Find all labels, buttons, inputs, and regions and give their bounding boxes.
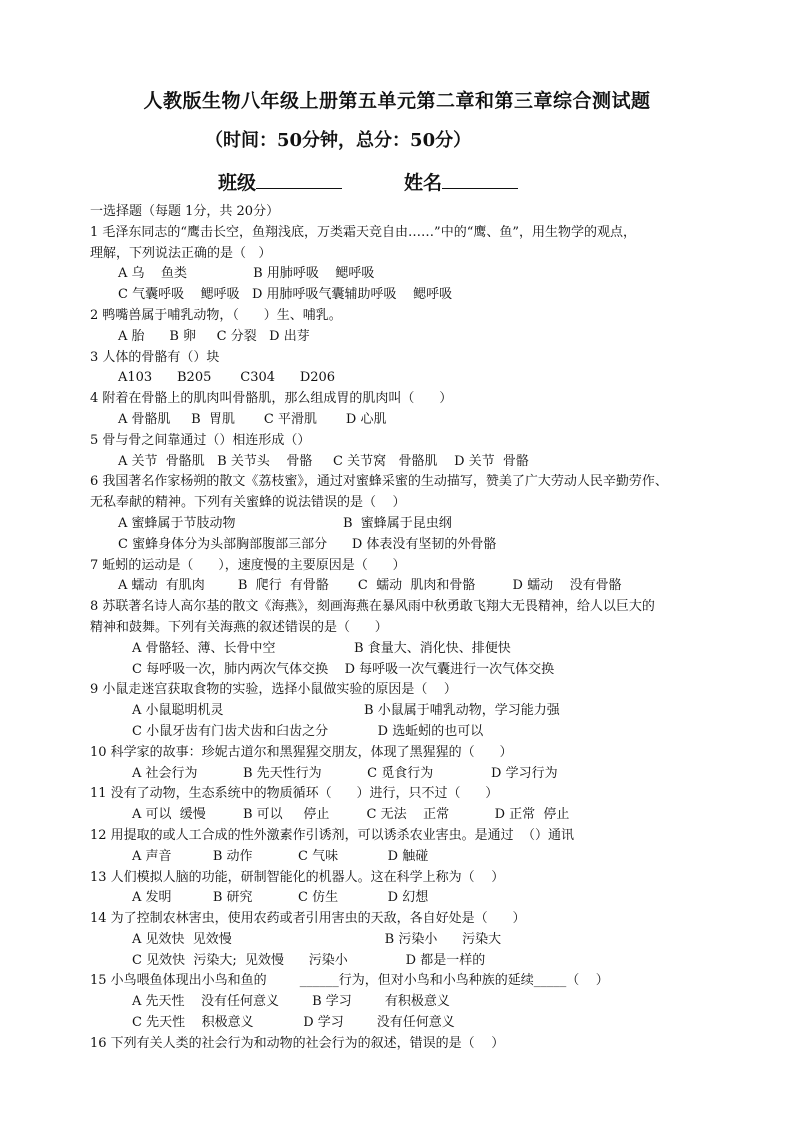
question-line: 14 为了控制农林害虫，使用农药或者引用害虫的天敌，各自好处是（ ） [90,911,526,927]
question-line: 5 骨与骨之间靠通过（）相连形成（） [90,432,311,448]
option-line: A 声音 B 动作 C 气味 D 触碰 [132,848,429,864]
question-body [90,202,720,1055]
name-blank [442,188,518,189]
question-line: 4 附着在骨骼上的肌肉叫骨骼肌，那么组成胃的肌肉叫（ ） [90,391,453,407]
question-line: 9 小鼠走迷宫获取食物的实验，选择小鼠做实验的原因是（ ） [90,682,457,698]
option-line: A 关节 骨骼肌 B 关节头 骨骼 C 关节窝 骨骼肌 D 关节 骨骼 [118,453,529,469]
option-line: C 小鼠牙齿有门齿犬齿和臼齿之分 D 选蚯蚓的也可以 [132,723,484,739]
option-line: A 骨骼肌 B 胃肌 C 平滑肌 D 心肌 [118,411,387,427]
option-line: A 蠕动 有肌肉 B 爬行 有骨骼 C 蠕动 肌肉和骨骼 D 蠕动 没有骨骼 [118,578,622,594]
option-line: A 蜜蜂属于节肢动物 B 蜜蜂属于昆虫纲 [118,515,452,531]
option-line: A 见效快 见效慢 B 污染小 污染大 [132,931,502,947]
option-line: A 先天性 没有任何意义 B 学习 有积极意义 [132,994,450,1010]
exam-title: 人教版生物八年级上册第五单元第二章和第三章综合测试题 [143,90,651,112]
question-line: 精神和鼓舞。下列有关海燕的叙述错误的是（ ） [90,619,388,635]
class-blank [256,188,342,189]
option-line: C 见效快 污染大; 见效慢 污染小 D 都是一样的 [132,952,486,968]
option-line: C 气囊呼吸 鳃呼吸 D 用肺呼吸气囊辅助呼吸 鳃呼吸 [118,287,453,303]
question-line: 1 毛泽东同志的“鹰击长空，鱼翔浅底，万类霜天竞自由……”中的“鹰、鱼”，用生物学的观点， [90,224,636,240]
question-line: 无私奉献的精神。下列有关蜜蜂的说法错误的是（ ） [90,495,406,511]
question-line: 6 我国著名作家杨朔的散文《荔枝蜜》，通过对蜜蜂采蜜的生动描写，赞美了广大劳动人民辛勤劳作、 [90,474,668,490]
exam-subtitle: （时间：50分钟，总分：50分） [205,130,472,151]
question-line: 15 小鸟喂鱼体现出小鸟和鱼的 ______行为，但对小鸟和小鸟种族的延续_____（ ） [90,973,609,989]
option-line: C 先天性 积极意义 D 学习 没有任何意义 [132,1015,455,1031]
question-line: 2 鸭嘴兽属于哺乳动物，（ ）生、哺乳。 [90,307,342,323]
option-line: A 可以 缓慢 B 可以 停止 C 无法 正常 D 正常 停止 [132,807,570,823]
question-line: 13 人们模拟人脑的功能，研制智能化的机器人。这在科学上称为（ ） [90,869,505,885]
question-line: 理解，下列说法正确的是（ ） [90,245,272,261]
option-line: A 胎 B 卵 C 分裂 D 出芽 [118,328,310,344]
class-label: 班级 [218,172,257,194]
option-line: A 小鼠聪明机灵 B 小鼠属于哺乳动物，学习能力强 [132,703,560,719]
question-line: 12 用提取的或人工合成的性外激素作引诱剂，可以诱杀农业害虫。是通过 （）通讯 [90,827,574,843]
question-line: 11 没有了动物，生态系统中的物质循环（ ）进行，只不过（ ） [90,786,499,802]
name-label: 姓名 [404,172,443,194]
question-line: 10 科学家的故事：珍妮古道尔和黑猩猩交朋友，体现了黑猩猩的（ ） [90,744,513,760]
option-line: C 每呼吸一次，肺内两次气体交换 D 每呼吸一次气囊进行一次气体交换 [132,661,555,677]
option-line: A 乌 鱼类 B 用肺呼吸 鳃呼吸 [118,266,375,282]
student-info [218,168,518,195]
option-line: A 社会行为 B 先天性行为 C 觅食行为 D 学习行为 [132,765,558,781]
question-line: 16 下列有关人类的社会行为和动物的社会行为的叙述，错误的是（ ） [90,1035,505,1051]
question-line: 3 人体的骨骼有（）块 [90,349,220,365]
option-line: A 发明 B 研究 C 仿生 D 幻想 [132,890,429,906]
option-line: C 蜜蜂身体分为头部胸部腹部三部分 D 体表没有坚韧的外骨骼 [118,536,497,552]
question-line: 一选择题（每题 1分，共 20分） [90,204,280,219]
question-line: 7 蚯蚓的运动是（ ），速度慢的主要原因是（ ） [90,557,406,573]
option-line: A103 B205 C304 D206 [118,370,336,386]
question-line: 8 苏联著名诗人高尔基的散文《海燕》，刻画海燕在暴风雨中秋勇敢飞翔大无畏精神，给人以巨大的 [90,599,655,615]
option-line: A 骨骼轻、薄、长骨中空 B 食量大、消化快、排便快 [132,640,511,656]
